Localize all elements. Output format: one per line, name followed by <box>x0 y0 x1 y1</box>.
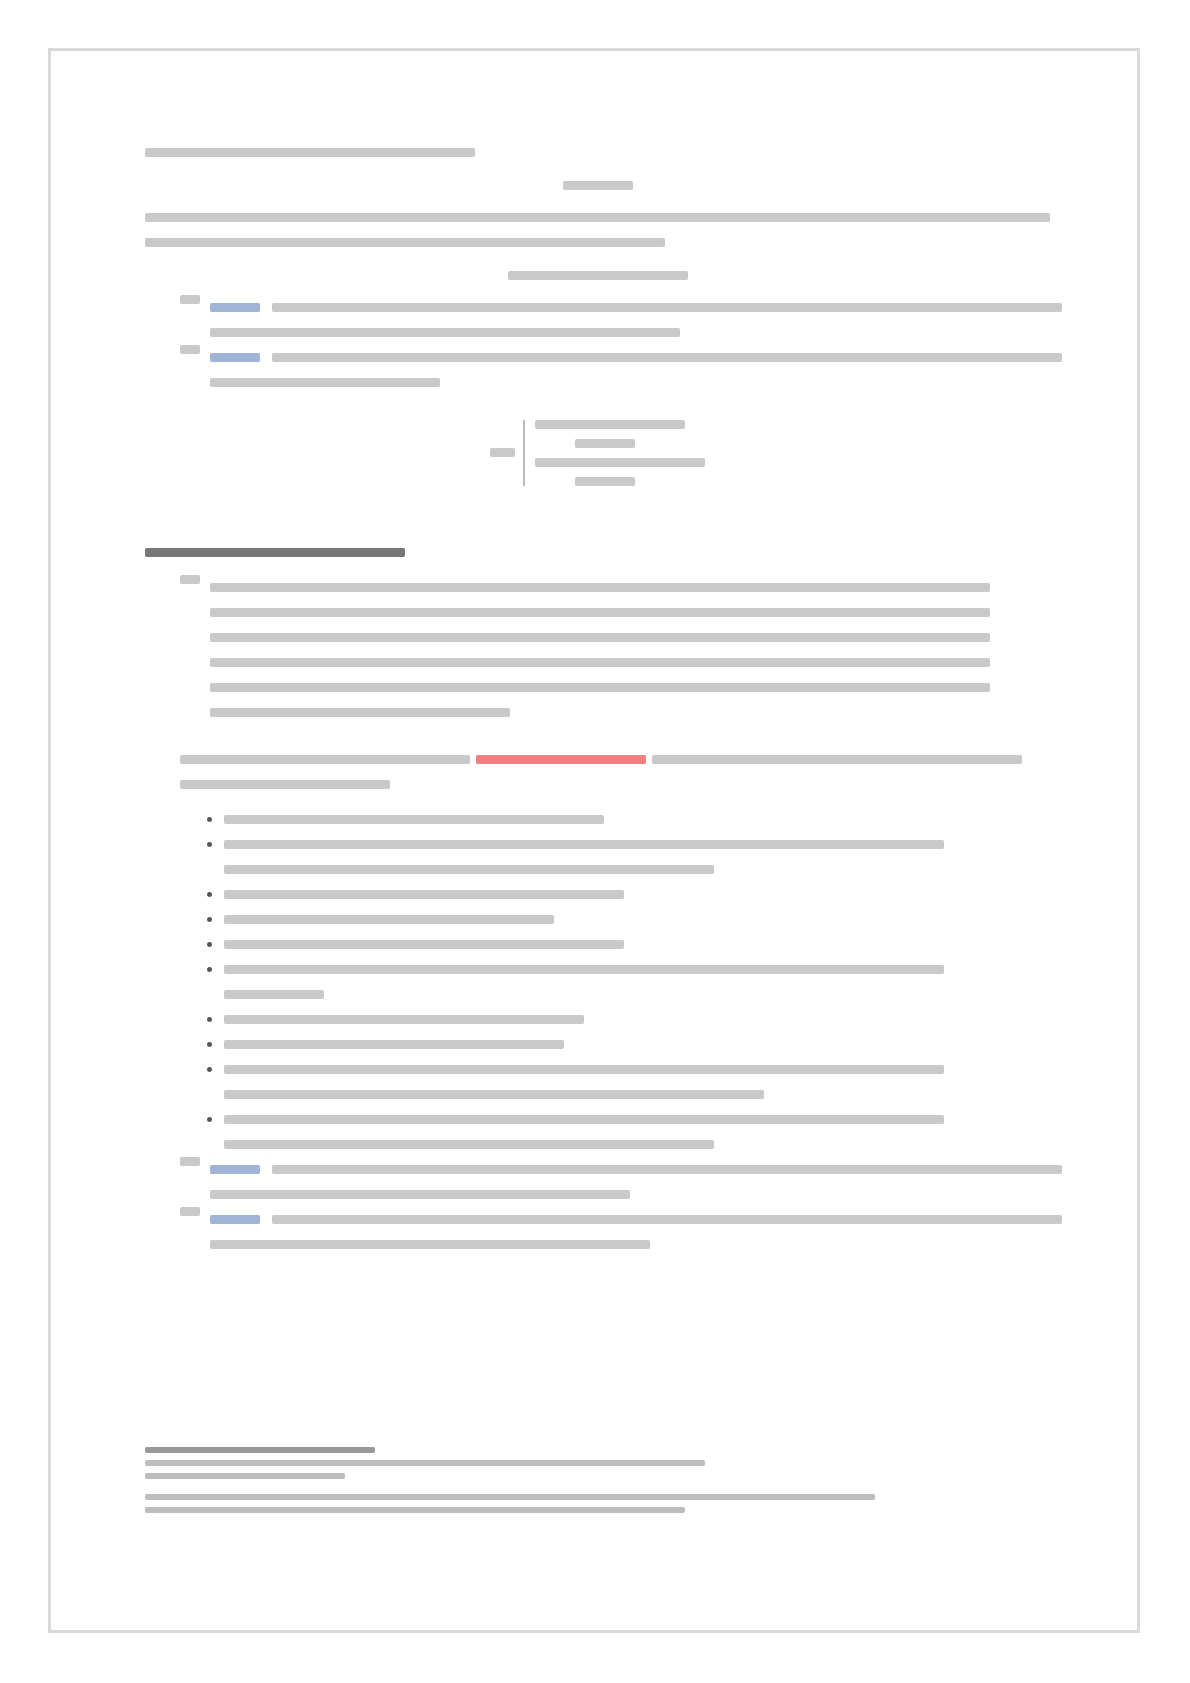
bullet <box>207 1117 212 1122</box>
document-body <box>145 140 1050 1257</box>
illegible-text <box>224 915 554 924</box>
illegible-text <box>145 213 1050 222</box>
illegible-text <box>224 940 624 949</box>
subitem-marker <box>180 345 200 354</box>
illegible-text <box>652 755 1022 764</box>
illegible-text <box>210 583 990 592</box>
bullet <box>207 817 212 822</box>
list-item <box>207 807 1050 832</box>
bullet <box>207 942 212 947</box>
paragraph-line <box>145 230 1050 255</box>
list-item <box>207 957 1050 982</box>
numbered-item <box>180 575 1050 725</box>
bullet <box>207 967 212 972</box>
list-item <box>207 882 1050 907</box>
illegible-text <box>224 1065 944 1074</box>
list-item <box>207 832 1050 857</box>
list-item <box>207 932 1050 957</box>
illegible-text <box>210 708 510 717</box>
illegible-text <box>210 1240 650 1249</box>
list-item-continued <box>224 857 1050 882</box>
illegible-text <box>210 328 680 337</box>
illegible-equation <box>535 420 685 429</box>
list-item-continued <box>224 1132 1050 1157</box>
paragraph-line <box>180 772 1050 797</box>
subitem-a-2 <box>180 1157 1050 1207</box>
illegible-equation <box>575 439 635 448</box>
bullet <box>207 842 212 847</box>
illegible-text <box>224 965 944 974</box>
illegible-text <box>224 1140 714 1149</box>
illegible-text <box>224 1090 764 1099</box>
equation <box>145 255 1050 295</box>
illegible-text <box>145 1473 345 1479</box>
illegible-text <box>210 658 990 667</box>
reference-tag[interactable] <box>210 303 260 312</box>
variable-list <box>207 807 1050 1157</box>
subitem-b <box>180 345 1050 395</box>
list-item <box>207 1032 1050 1057</box>
footer-notes <box>145 1443 1050 1516</box>
subitem-a <box>180 295 1050 345</box>
reference-tag[interactable] <box>210 1215 260 1224</box>
illegible-text <box>272 353 1062 362</box>
illegible-equation <box>490 448 515 457</box>
illegible-text <box>224 1115 944 1124</box>
bullet <box>207 917 212 922</box>
illegible-text <box>210 378 440 387</box>
equation <box>145 165 1050 205</box>
illegible-heading <box>145 548 405 557</box>
list-item-continued <box>224 982 1050 1007</box>
illegible-text <box>180 780 390 789</box>
data-file-sentence <box>180 747 1050 772</box>
illegible-text <box>272 1165 1062 1174</box>
illegible-text <box>145 1507 685 1513</box>
reference-tag[interactable] <box>210 353 260 362</box>
illegible-text <box>224 840 944 849</box>
subitem-marker <box>180 1207 200 1216</box>
illegible-text <box>145 1460 705 1466</box>
subitem-b-2 <box>180 1207 1050 1257</box>
illegible-text <box>210 683 990 692</box>
illegible-text <box>145 148 475 157</box>
list-item <box>207 907 1050 932</box>
illegible-text <box>224 890 624 899</box>
paragraph-line <box>145 205 1050 230</box>
illegible-text <box>210 633 990 642</box>
illegible-text <box>224 865 714 874</box>
illegible-text <box>180 755 470 764</box>
illegible-text <box>224 1040 564 1049</box>
subitem-marker <box>180 295 200 304</box>
item-intro <box>145 140 1050 165</box>
illegible-text <box>224 815 604 824</box>
file-name-highlight[interactable] <box>476 755 646 764</box>
bullet <box>207 1042 212 1047</box>
section-heading <box>145 540 1050 565</box>
illegible-text <box>210 1190 630 1199</box>
list-item <box>207 1007 1050 1032</box>
piecewise-equation <box>145 395 1050 510</box>
illegible-equation <box>508 271 688 280</box>
bullet <box>207 1017 212 1022</box>
reference-tag[interactable] <box>210 1165 260 1174</box>
illegible-equation <box>575 477 635 486</box>
illegible-equation <box>563 181 633 190</box>
illegible-text <box>224 1015 584 1024</box>
illegible-equation <box>535 458 705 467</box>
illegible-text <box>272 1215 1062 1224</box>
illegible-text <box>272 303 1062 312</box>
illegible-text <box>224 990 324 999</box>
list-item-continued <box>224 1082 1050 1107</box>
list-item <box>207 1107 1050 1132</box>
subitem-marker <box>180 1157 200 1166</box>
illegible-text <box>145 238 665 247</box>
illegible-text <box>210 608 990 617</box>
illegible-text <box>145 1494 875 1500</box>
illegible-text <box>145 1447 375 1453</box>
bullet <box>207 892 212 897</box>
list-item <box>207 1057 1050 1082</box>
item-number <box>180 575 200 584</box>
bullet <box>207 1067 212 1072</box>
